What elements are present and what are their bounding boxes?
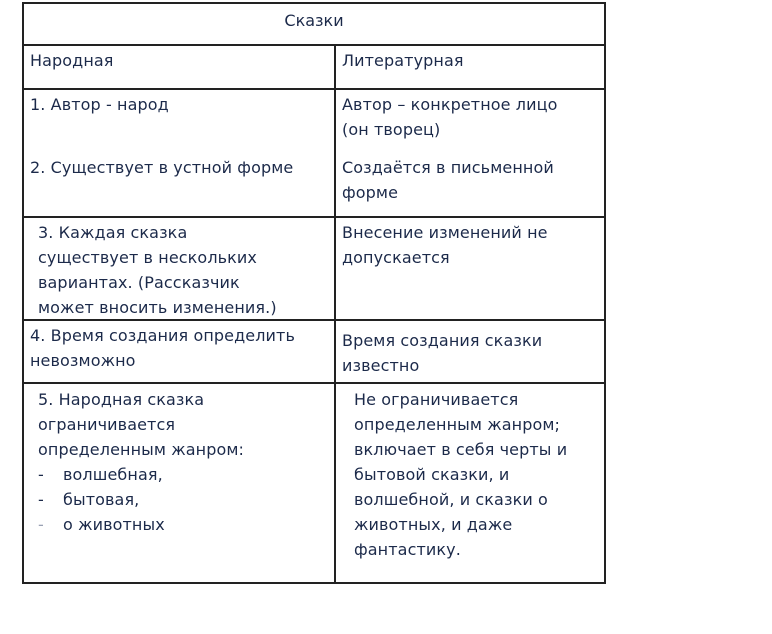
row1-literary-line: Создаётся в письменной — [342, 158, 554, 177]
genre-list-item — [38, 462, 244, 487]
row3-folk-line: невозможно — [30, 351, 136, 370]
row4-literary-line: бытовой сказки, и — [354, 465, 510, 484]
row1-literary-cell — [342, 92, 558, 205]
row-divider — [24, 382, 604, 384]
row2-folk-line: 3. Каждая сказка — [38, 223, 188, 242]
list-marker: - — [38, 515, 44, 534]
row1-folk-line: 1. Автор - народ — [30, 95, 169, 114]
row4-folk-cell — [38, 387, 244, 537]
row2-literary-line: Внесение изменений не — [342, 223, 548, 242]
row4-literary-cell — [354, 387, 567, 562]
row4-literary-line: включает в себя черты и — [354, 440, 568, 459]
genre-name: волшебная, — [63, 465, 163, 484]
genre-name: бытовая, — [63, 490, 140, 509]
row1-literary-line: (он творец) — [342, 120, 441, 139]
row2-literary-cell — [342, 220, 548, 270]
row4-literary-line: Не ограничивается — [354, 390, 519, 409]
row2-folk-cell — [38, 220, 277, 320]
row4-folk-line: ограничивается — [38, 415, 176, 434]
row2-folk-line: может вносить изменения.) — [38, 298, 277, 317]
row2-folk-line: существует в нескольких — [38, 248, 258, 267]
row4-literary-line: животных, и даже — [354, 515, 513, 534]
row3-folk-line: 4. Время создания определить — [30, 326, 295, 345]
row1-literary-line: Автор – конкретное лицо — [342, 95, 558, 114]
header-literary: Литературная — [342, 51, 464, 70]
row4-literary-line: определенным жанром; — [354, 415, 561, 434]
row4-folk-line: 5. Народная сказка — [38, 390, 205, 409]
fairy-tales-comparison-table — [22, 2, 606, 584]
genre-name: о животных — [63, 515, 165, 534]
row4-literary-line: волшебной, и сказки о — [354, 490, 548, 509]
row4-literary-line: фантастику. — [354, 540, 461, 559]
column-divider — [334, 44, 336, 582]
row3-folk-cell — [30, 323, 295, 373]
row3-literary-cell — [342, 328, 542, 378]
row-divider — [24, 44, 604, 46]
row-divider — [24, 216, 604, 218]
list-marker: - — [38, 465, 44, 484]
row1-folk-line: 2. Существует в устной форме — [30, 158, 294, 177]
row2-literary-line: допускается — [342, 248, 450, 267]
genre-list-item — [38, 487, 244, 512]
row1-folk-cell — [30, 92, 293, 180]
row4-folk-line: определенным жанром: — [38, 440, 245, 459]
row3-literary-line: Время создания сказки — [342, 331, 543, 350]
table-title: Сказки — [284, 11, 344, 30]
row2-folk-line: вариантах. (Рассказчик — [38, 273, 240, 292]
header-folk: Народная — [30, 51, 114, 70]
genre-list-item — [38, 512, 244, 537]
row3-literary-line: известно — [342, 356, 420, 375]
list-marker: - — [38, 490, 44, 509]
row1-literary-line: форме — [342, 183, 399, 202]
row-divider — [24, 88, 604, 90]
